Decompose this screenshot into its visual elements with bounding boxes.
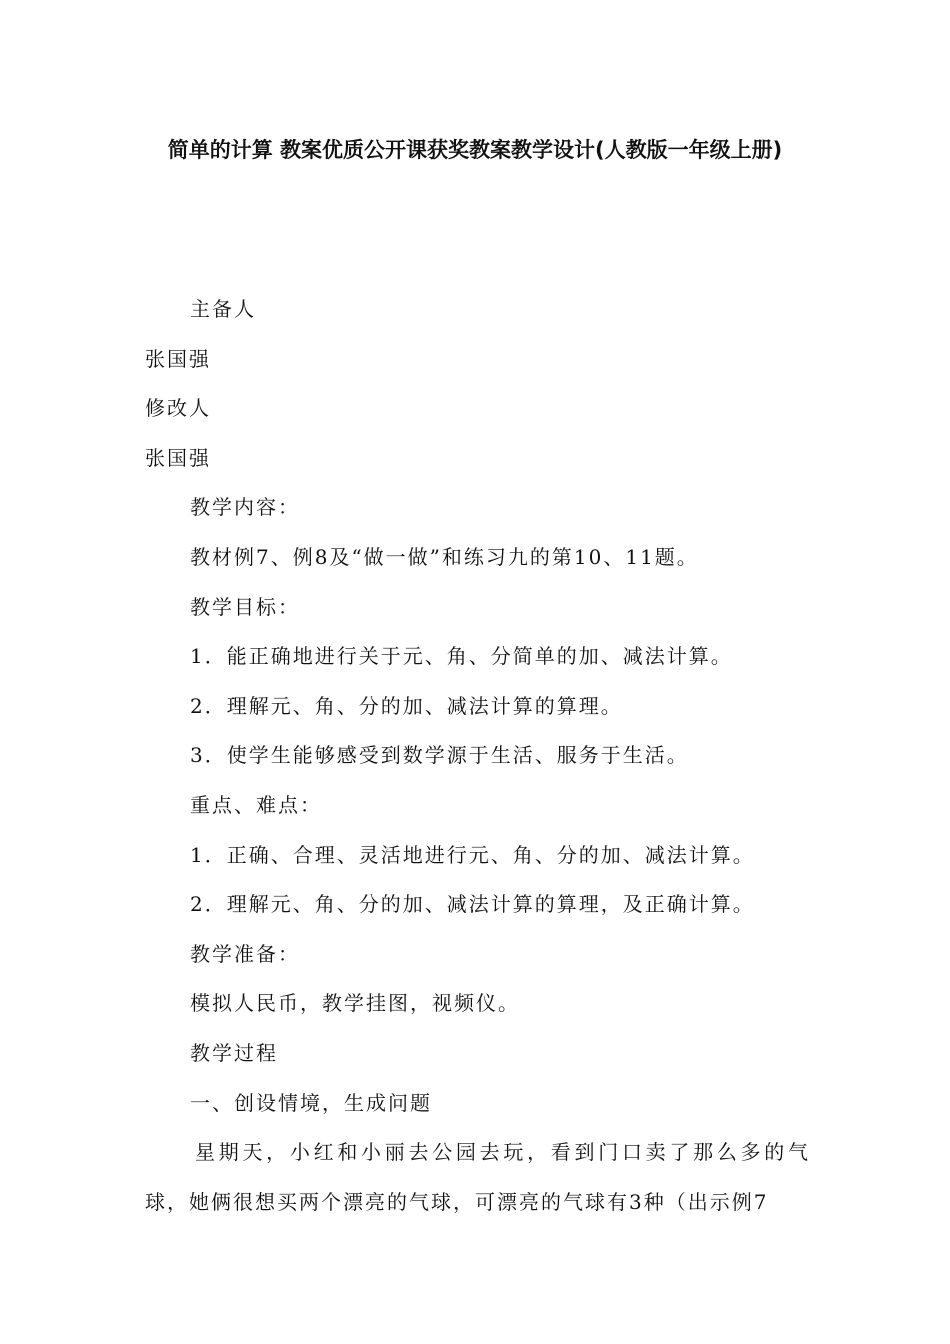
reviser-name: 张国强	[145, 445, 211, 470]
document-title: 简单的计算 教案优质公开课获奖教案教学设计(人教版一年级上册)	[167, 138, 783, 162]
goal-item-3: 3．使学生能够感受到数学源于生活、服务于生活。	[190, 743, 689, 768]
label-reviser: 修改人	[145, 396, 211, 421]
story-paragraph: 星期天，小红和小丽去公园去玩，看到门口卖了那么多的气球，她俩很想买两个漂亮的气球，可漂亮的气球有3种（出示例7	[145, 1140, 810, 1214]
heading-key-points: 重点、难点：	[190, 792, 322, 817]
key-point-item-1: 1．正确、合理、灵活地进行元、角、分的加、减法计算。	[190, 842, 755, 867]
section-heading-1: 一、创设情境，生成问题	[190, 1090, 432, 1115]
goal-item-1: 1．能正确地进行关于元、角、分简单的加、减法计算。	[190, 644, 733, 669]
document-body	[145, 285, 810, 1227]
key-point-item-2: 2．理解元、角、分的加、减法计算的算理，及正确计算。	[190, 892, 755, 917]
main-preparer-name: 张国强	[145, 346, 211, 371]
heading-teaching-preparation: 教学准备：	[190, 941, 300, 966]
heading-teaching-goals: 教学目标：	[190, 594, 300, 619]
goal-item-2: 2．理解元、角、分的加、减法计算的算理。	[190, 693, 623, 718]
teaching-content-text: 教材例7、例8及“做一做”和练习九的第10、11题。	[190, 544, 699, 569]
teaching-preparation-text: 模拟人民币，教学挂图，视频仪。	[190, 991, 520, 1016]
heading-teaching-content: 教学内容：	[190, 495, 300, 520]
label-main-preparer: 主备人	[190, 297, 256, 321]
heading-teaching-process: 教学过程	[190, 1040, 278, 1065]
